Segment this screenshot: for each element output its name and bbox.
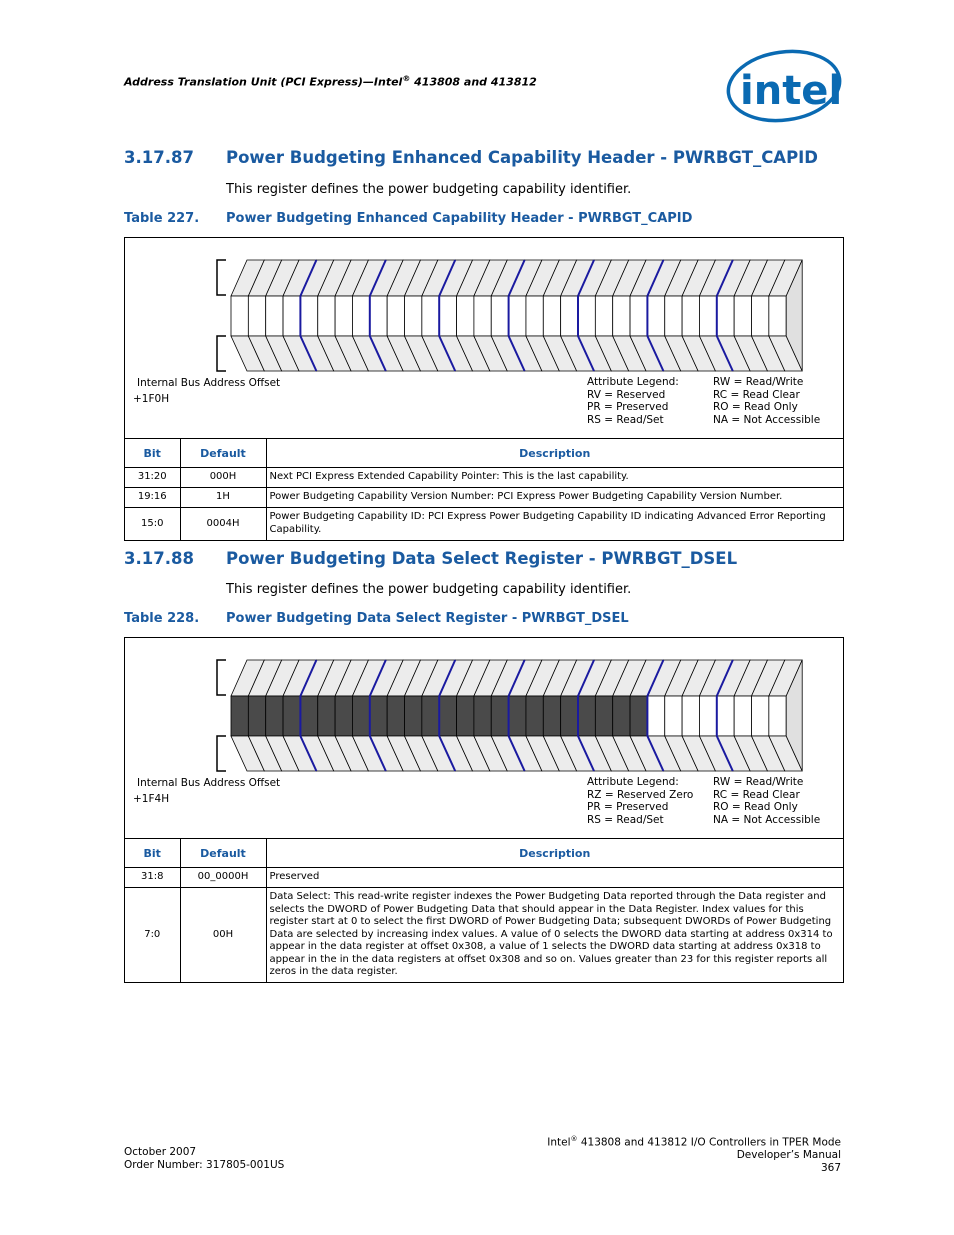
legend-entry: PR = Preserved	[587, 401, 669, 413]
bit-description-table	[125, 439, 843, 540]
bit-cell	[682, 296, 699, 336]
bit-cell: 19:16	[125, 488, 180, 508]
bit-cell	[405, 696, 422, 736]
footer-product: Intel® 413808 and 413812 I/O Controllers in TPER Mode	[547, 1135, 841, 1149]
description-cell: Next PCI Express Extended Capability Pointer: This is the last capability.	[266, 468, 843, 488]
legend-title: Attribute Legend:	[587, 776, 679, 788]
legend-entry: NA = Not Accessible	[713, 813, 821, 826]
section-intro: This register defines the power budgeting capability identifier.	[226, 182, 632, 197]
register-bit-diagram	[125, 238, 843, 439]
default-cell: 0004H	[180, 508, 266, 540]
bit-cell	[665, 296, 682, 336]
bracket	[217, 336, 226, 371]
table-header-row	[125, 439, 843, 468]
bit-cell	[439, 296, 456, 336]
bit-cell	[613, 696, 630, 736]
bit-cell	[613, 296, 630, 336]
bit-cell	[231, 696, 248, 736]
bit-cell	[734, 696, 751, 736]
description-cell: Power Budgeting Capability ID: PCI Express Power Budgeting Capability ID indicating Advanced Error Reporting Capability.	[266, 508, 843, 540]
section-intro: This register defines the power budgeting capability identifier.	[226, 582, 632, 597]
legend-entry: RC = Read Clear	[713, 388, 800, 401]
bit-cell	[300, 696, 317, 736]
footer-page-number: 367	[820, 1161, 841, 1174]
column-header: Default	[180, 439, 266, 468]
table-row	[125, 888, 843, 982]
bit-cell	[370, 696, 387, 736]
register-table-2	[124, 637, 844, 983]
table-title: Power Budgeting Enhanced Capability Header - PWRBGT_CAPID	[226, 211, 693, 226]
bit-cell	[595, 296, 612, 336]
bracket	[217, 260, 226, 295]
description-cell: Data Select: This read-write register indexes the Power Budgeting Data reported through the Data register and selects the DWORD of Power Budgeting Data that should appear in the Data Register. Index values for this register start at 0 to select the first DWORD of Power Budgeting Data; subsequent DWORDs of Power Budgeting Data are selected by increasing index values. A value of 0 selects the DWORD data starting at address 0x314 to appear in the data register at offset 0x308, a value of 1 selects the DWORD data starting at address 0x318 to appear in the in the data registers at offset 0x308 and so on. Values greater than 23 for this register reports all zeros in the data register.	[266, 888, 843, 982]
bit-cell	[248, 696, 265, 736]
running-header: Address Translation Unit (PCI Express)—Intel® 413808 and 413812	[124, 74, 537, 89]
bit-cell	[630, 696, 647, 736]
footer-date: October 2007	[124, 1146, 197, 1158]
bit-cell	[647, 296, 664, 336]
description-cell: Power Budgeting Capability Version Number: PCI Express Power Budgeting Capability Version Number.	[266, 488, 843, 508]
bit-cell	[543, 696, 560, 736]
section-title: Power Budgeting Enhanced Capability Header - PWRBGT_CAPID	[226, 148, 819, 167]
bit-cell	[561, 296, 578, 336]
intel-logo	[724, 48, 844, 130]
bit-cell	[769, 696, 786, 736]
bit-cell	[439, 696, 456, 736]
register-table-1	[124, 237, 844, 541]
bit-cell	[457, 696, 474, 736]
table-number: Table 227.	[124, 211, 200, 226]
legend-entry: NA = Not Accessible	[713, 413, 821, 426]
bit-cell	[422, 296, 439, 336]
bit-cell	[699, 296, 716, 336]
bit-cell	[578, 696, 595, 736]
footer-right	[547, 1133, 841, 1174]
section-number: 3.17.88	[124, 549, 194, 568]
legend-entry: RS = Read/Set	[587, 413, 664, 426]
bit-cell	[509, 296, 526, 336]
address-offset-value: +1F0H	[133, 393, 170, 405]
table-row	[125, 868, 843, 888]
attribute-legend	[587, 376, 821, 426]
bit-cell	[595, 696, 612, 736]
bit-cell	[248, 296, 265, 336]
default-cell: 1H	[180, 488, 266, 508]
default-cell: 00_0000H	[180, 868, 266, 888]
bit-cell	[491, 696, 508, 736]
bit-cell	[352, 696, 369, 736]
legend-entry: RW = Read/Write	[713, 376, 804, 388]
table-row	[125, 508, 843, 540]
legend-entry: RV = Reserved	[587, 388, 666, 401]
address-offset-label: Internal Bus Address Offset	[137, 377, 281, 389]
bit-cell	[491, 296, 508, 336]
bit-cell	[526, 696, 543, 736]
column-header: Description	[266, 839, 843, 868]
bit-description-table	[125, 839, 843, 982]
bit-cell	[387, 296, 404, 336]
default-cell: 00H	[180, 888, 266, 982]
bit-cell	[474, 696, 491, 736]
footer-left	[124, 1146, 284, 1171]
bit-cell	[283, 696, 300, 736]
table-number: Table 228.	[124, 611, 200, 626]
column-header: Bit	[125, 839, 180, 868]
bit-cell	[370, 296, 387, 336]
section-number: 3.17.87	[124, 148, 194, 167]
bit-cell	[543, 296, 560, 336]
address-offset-value: +1F4H	[133, 793, 170, 805]
bit-cell	[266, 696, 283, 736]
bit-cell	[318, 296, 335, 336]
column-header: Bit	[125, 439, 180, 468]
bit-cell	[266, 296, 283, 336]
table-title: Power Budgeting Data Select Register - PWRBGT_DSEL	[226, 611, 629, 626]
bit-cell	[318, 696, 335, 736]
column-header: Default	[180, 839, 266, 868]
bit-cell	[665, 696, 682, 736]
legend-entry: RW = Read/Write	[713, 776, 804, 788]
legend-entry: RZ = Reserved Zero	[587, 788, 694, 801]
table-header-row	[125, 839, 843, 868]
bit-cell	[283, 296, 300, 336]
bit-cell	[578, 296, 595, 336]
description-cell: Preserved	[266, 868, 843, 888]
bit-cell	[647, 696, 664, 736]
bit-cell: 15:0	[125, 508, 180, 540]
bit-cell: 31:20	[125, 468, 180, 488]
footer-manual: Developer’s Manual	[736, 1149, 841, 1161]
bit-cell: 7:0	[125, 888, 180, 982]
bit-cell	[457, 296, 474, 336]
bit-cell	[717, 296, 734, 336]
svg-text:intel: intel	[740, 68, 843, 114]
bit-cell	[474, 296, 491, 336]
bit-cell	[422, 696, 439, 736]
legend-entry: RC = Read Clear	[713, 788, 800, 801]
bit-cell	[769, 296, 786, 336]
bit-cell: 31:8	[125, 868, 180, 888]
bracket	[217, 736, 226, 771]
footer-order-number: Order Number: 317805-001US	[124, 1158, 285, 1171]
bit-cell	[405, 296, 422, 336]
column-header: Description	[266, 439, 843, 468]
legend-entry: RO = Read Only	[713, 801, 798, 813]
register-bit-diagram	[125, 638, 843, 839]
bit-cell	[734, 296, 751, 336]
attribute-legend	[587, 776, 821, 826]
bit-cell	[509, 696, 526, 736]
legend-title: Attribute Legend:	[587, 376, 679, 388]
legend-entry: RS = Read/Set	[587, 813, 664, 826]
table-row	[125, 468, 843, 488]
legend-entry: PR = Preserved	[587, 801, 669, 813]
table-row	[125, 488, 843, 508]
bit-cell	[352, 296, 369, 336]
bit-cell	[387, 696, 404, 736]
bit-cell	[231, 296, 248, 336]
bit-cell	[752, 296, 769, 336]
bracket	[217, 660, 226, 695]
section-title: Power Budgeting Data Select Register - PWRBGT_DSEL	[226, 549, 738, 568]
legend-entry: RO = Read Only	[713, 401, 798, 413]
default-cell: 000H	[180, 468, 266, 488]
address-offset-label: Internal Bus Address Offset	[137, 777, 281, 789]
bit-cell	[699, 696, 716, 736]
bit-cell	[630, 296, 647, 336]
bit-cell	[561, 696, 578, 736]
bit-cell	[300, 296, 317, 336]
bit-cell	[682, 696, 699, 736]
bit-cell	[526, 296, 543, 336]
bit-cell	[717, 696, 734, 736]
bit-cell	[335, 696, 352, 736]
bit-cell	[752, 696, 769, 736]
bit-cell	[335, 296, 352, 336]
